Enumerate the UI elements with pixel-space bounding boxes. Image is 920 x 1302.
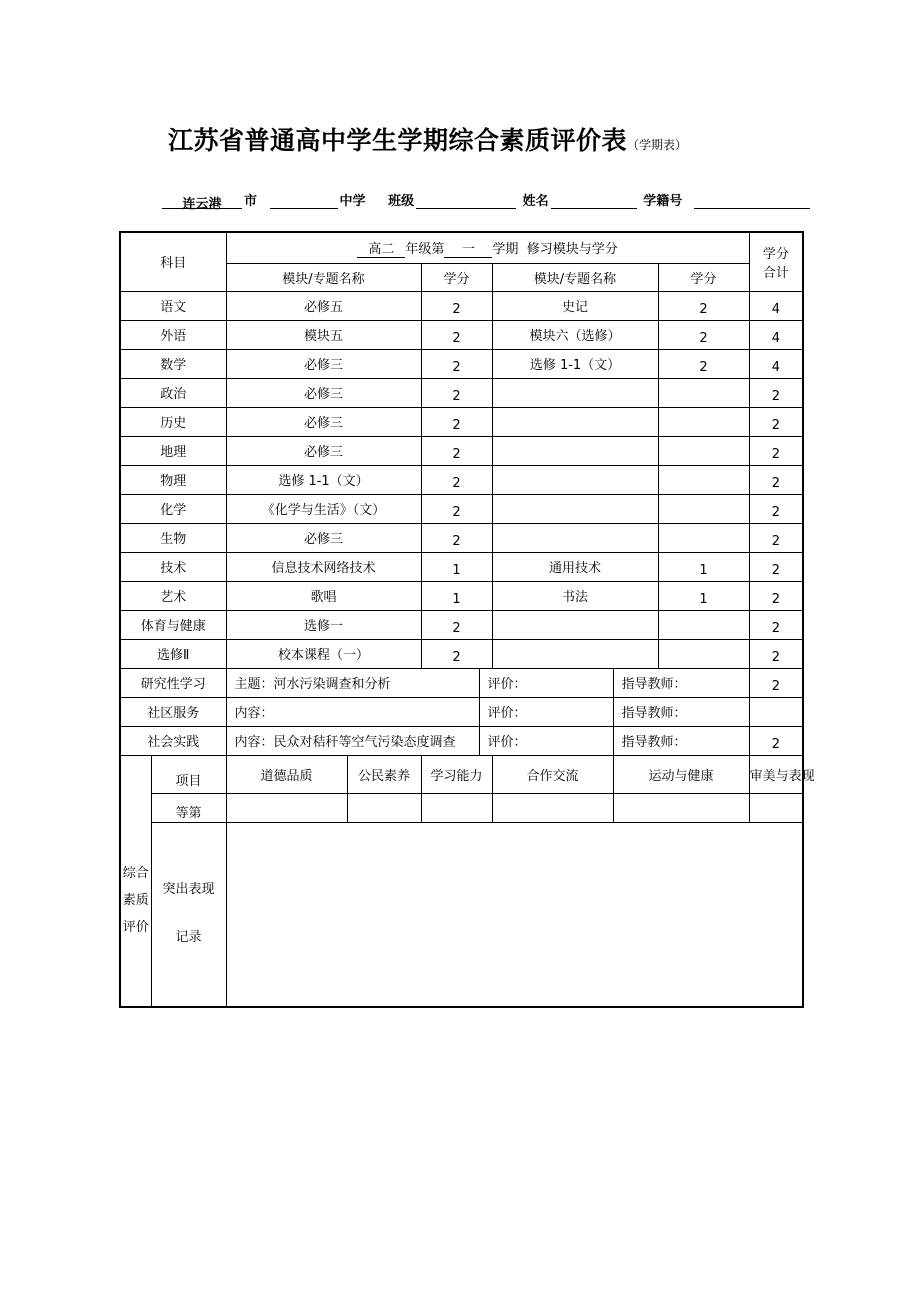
item-sports-health: 运动与健康 — [613, 755, 749, 793]
activity-name: 社区服务 — [120, 697, 226, 726]
credit-header-2: 学分 — [658, 263, 749, 291]
module-1[interactable]: 必修三 — [226, 378, 421, 407]
subject-total[interactable]: 2 — [749, 639, 803, 668]
credit-1[interactable]: 2 — [421, 320, 492, 349]
item-citizenship: 公民素养 — [347, 755, 421, 793]
module-1[interactable]: 必修三 — [226, 523, 421, 552]
subject-total[interactable]: 2 — [749, 581, 803, 610]
module-1[interactable]: 信息技术网络技术 — [226, 552, 421, 581]
credit-2[interactable] — [658, 378, 749, 407]
credit-2[interactable]: 1 — [658, 581, 749, 610]
student-id-field[interactable] — [694, 193, 810, 209]
activity-evaluation[interactable]: 评价： — [479, 726, 613, 755]
student-info-line — [162, 190, 810, 212]
city-label: 市 — [244, 194, 258, 209]
form-title: 江苏省普通高中学生学期综合素质评价表（学期表） — [168, 126, 688, 155]
credit-2[interactable] — [658, 494, 749, 523]
module-2[interactable] — [492, 378, 658, 407]
activity-content[interactable]: 内容：民众对秸秆等空气污染态度调查 — [226, 726, 479, 755]
credit-1[interactable]: 2 — [421, 465, 492, 494]
subject-name: 技术 — [120, 552, 226, 581]
module-2[interactable] — [492, 436, 658, 465]
grade-field[interactable]: 高二 — [357, 238, 405, 258]
module-1[interactable]: 歌唱 — [226, 581, 421, 610]
credit-2[interactable]: 2 — [658, 349, 749, 378]
subject-total[interactable]: 2 — [749, 378, 803, 407]
module-2[interactable]: 选修 1-1（文） — [492, 349, 658, 378]
credit-1[interactable]: 2 — [421, 436, 492, 465]
term-title-tail: 修习模块与学分 — [526, 241, 618, 257]
student-id-label: 学籍号 — [643, 194, 683, 209]
credit-2[interactable]: 2 — [658, 320, 749, 349]
grade-cooperation[interactable] — [492, 793, 613, 822]
module-1[interactable]: 必修三 — [226, 407, 421, 436]
activity-name: 社会实践 — [120, 726, 226, 755]
grade-sports-health[interactable] — [613, 793, 749, 822]
activity-evaluation[interactable]: 评价： — [479, 668, 613, 697]
comprehensive-side-label: 综合 素质 评价 — [120, 755, 151, 1007]
module-2[interactable] — [492, 523, 658, 552]
activity-total[interactable] — [749, 697, 803, 726]
module-1[interactable]: 必修三 — [226, 349, 421, 378]
grade-learning[interactable] — [421, 793, 492, 822]
credit-1[interactable]: 2 — [421, 407, 492, 436]
item-learning: 学习能力 — [421, 755, 492, 793]
credit-1[interactable]: 2 — [421, 523, 492, 552]
city-field[interactable]: 连云港 — [162, 193, 242, 209]
subject-header: 科目 — [120, 232, 226, 291]
module-2[interactable] — [492, 610, 658, 639]
item-header: 项目 — [151, 755, 226, 793]
grade-aesthetics[interactable] — [749, 793, 803, 822]
module-2[interactable] — [492, 639, 658, 668]
subject-name: 政治 — [120, 378, 226, 407]
subject-total[interactable]: 2 — [749, 494, 803, 523]
credit-2[interactable]: 2 — [658, 291, 749, 320]
module-2[interactable]: 史记 — [492, 291, 658, 320]
module-2[interactable] — [492, 494, 658, 523]
school-label: 中学 — [339, 194, 366, 209]
subject-name: 化学 — [120, 494, 226, 523]
credit-1[interactable]: 1 — [421, 552, 492, 581]
subject-total[interactable]: 2 — [749, 407, 803, 436]
grade-morality[interactable] — [226, 793, 347, 822]
subject-name: 生物 — [120, 523, 226, 552]
subject-total[interactable]: 4 — [749, 320, 803, 349]
credit-2[interactable] — [658, 639, 749, 668]
module-1[interactable]: 校本课程（一） — [226, 639, 421, 668]
module-1[interactable]: 选修一 — [226, 610, 421, 639]
credit-2[interactable] — [658, 407, 749, 436]
module-1[interactable]: 必修五 — [226, 291, 421, 320]
subject-name: 体育与健康 — [120, 610, 226, 639]
grade-label: 年级第 — [405, 241, 445, 257]
activity-teacher[interactable]: 指导教师： — [613, 697, 749, 726]
module-1[interactable]: 必修三 — [226, 436, 421, 465]
module-2[interactable] — [492, 407, 658, 436]
credit-2[interactable] — [658, 436, 749, 465]
credit-1[interactable]: 2 — [421, 378, 492, 407]
school-field[interactable] — [270, 193, 338, 209]
activity-total[interactable]: 2 — [749, 668, 803, 697]
activity-name: 研究性学习 — [120, 668, 226, 697]
name-field[interactable] — [551, 193, 637, 209]
credit-header-1: 学分 — [421, 263, 492, 291]
credit-2[interactable]: 1 — [658, 552, 749, 581]
module-name-header-2: 模块/专题名称 — [492, 263, 658, 291]
credit-2[interactable] — [658, 610, 749, 639]
module-name-header-1: 模块/专题名称 — [226, 263, 421, 291]
activity-total[interactable]: 2 — [749, 726, 803, 755]
subject-name: 外语 — [120, 320, 226, 349]
term-field[interactable]: 一 — [444, 238, 492, 258]
outstanding-record-area[interactable] — [226, 822, 803, 1007]
class-label: 班级 — [388, 194, 415, 209]
form-title-sub: （学期表） — [627, 138, 688, 152]
module-2[interactable]: 模块六（选修） — [492, 320, 658, 349]
subject-name: 历史 — [120, 407, 226, 436]
module-1[interactable]: 选修 1-1（文） — [226, 465, 421, 494]
module-2[interactable]: 书法 — [492, 581, 658, 610]
activity-content[interactable]: 内容： — [226, 697, 479, 726]
term-title — [226, 232, 749, 263]
subject-name: 选修Ⅱ — [120, 639, 226, 668]
activity-teacher[interactable]: 指导教师： — [613, 668, 749, 697]
subject-total[interactable]: 2 — [749, 436, 803, 465]
subject-name: 数学 — [120, 349, 226, 378]
credit-1[interactable]: 2 — [421, 639, 492, 668]
module-2[interactable]: 通用技术 — [492, 552, 658, 581]
credit-2[interactable] — [658, 523, 749, 552]
subject-total[interactable]: 2 — [749, 610, 803, 639]
subject-total[interactable]: 4 — [749, 349, 803, 378]
activity-teacher[interactable]: 指导教师： — [613, 726, 749, 755]
credit-2[interactable] — [658, 465, 749, 494]
credit-1[interactable]: 2 — [421, 494, 492, 523]
subject-name: 语文 — [120, 291, 226, 320]
subject-name: 物理 — [120, 465, 226, 494]
credit-1[interactable]: 2 — [421, 291, 492, 320]
subject-name: 艺术 — [120, 581, 226, 610]
class-field[interactable] — [416, 193, 516, 209]
subject-name: 地理 — [120, 436, 226, 465]
subject-total[interactable]: 2 — [749, 523, 803, 552]
item-morality: 道德品质 — [226, 755, 347, 793]
total-credit-header: 学分 合计 — [749, 232, 803, 291]
subject-total[interactable]: 4 — [749, 291, 803, 320]
name-label: 姓名 — [522, 194, 549, 209]
grade-header: 等第 — [151, 793, 226, 822]
term-label: 学期 — [492, 241, 519, 257]
evaluation-table — [119, 231, 815, 1008]
module-1[interactable]: 《化学与生活》（文） — [226, 494, 421, 523]
subject-total[interactable]: 2 — [749, 465, 803, 494]
credit-1[interactable]: 2 — [421, 349, 492, 378]
credit-1[interactable]: 1 — [421, 581, 492, 610]
module-2[interactable] — [492, 465, 658, 494]
activity-evaluation[interactable]: 评价： — [479, 697, 613, 726]
item-aesthetics: 审美与表现 — [749, 755, 803, 793]
subject-total[interactable]: 2 — [749, 552, 803, 581]
credit-1[interactable]: 2 — [421, 610, 492, 639]
grade-citizenship[interactable] — [347, 793, 421, 822]
activity-content[interactable]: 主题：河水污染调查和分析 — [226, 668, 479, 697]
item-cooperation: 合作交流 — [492, 755, 613, 793]
outstanding-label: 突出表现 记录 — [151, 822, 226, 1007]
module-1[interactable]: 模块五 — [226, 320, 421, 349]
